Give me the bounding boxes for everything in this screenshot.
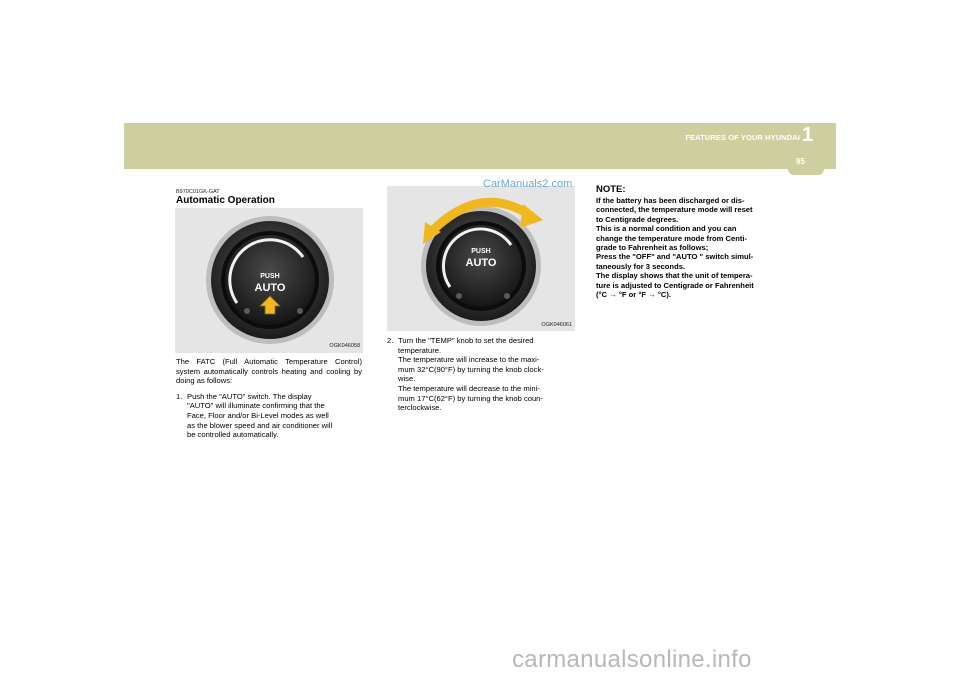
step-1-text [187, 392, 362, 440]
section-title: FEATURES OF YOUR HYUNDAI [685, 133, 800, 142]
auto-knob-illustration [175, 208, 363, 353]
step-2-line: wise. [398, 374, 416, 384]
step-1 [176, 392, 362, 440]
step-1-line: Face, Floor and/or Bi-Level modes as well [187, 410, 329, 420]
note-line: If the battery has been discharged or dis- [596, 196, 745, 205]
step-1-line: be controlled automatically. [187, 430, 279, 440]
step-2-line: terclockwise. [398, 403, 442, 413]
header-band [124, 123, 836, 169]
step-2-line: Turn the "TEMP" knob to set the desired [398, 336, 534, 345]
note-line: change the temperature mode from Centi- [596, 233, 748, 243]
figure-code: OGK046061 [541, 322, 572, 328]
step-1-line: Push the "AUTO" switch. The display [187, 391, 312, 401]
step-1-line: as the blower speed and air conditioner will [187, 420, 333, 430]
page-number: 95 [796, 157, 805, 166]
section-code: B970C01GK-GAT [176, 189, 220, 195]
note-line: This is a normal condition and you can [596, 224, 737, 234]
knob-auto-label: AUTO [254, 282, 286, 294]
section-heading: Automatic Operation [176, 195, 275, 206]
note-block [596, 184, 786, 299]
middle-body-text [387, 336, 574, 413]
step-2 [387, 336, 574, 413]
step-2-line: temperature. [398, 345, 442, 355]
note-line: to Centigrade degrees. [596, 214, 679, 224]
knob-auto-label: AUTO [465, 257, 497, 269]
figure-auto-button [175, 208, 363, 353]
figure-temp-knob [387, 186, 575, 331]
figure-code: OGK046058 [329, 343, 360, 349]
watermark-link-top[interactable]: CarManuals2.com [483, 178, 573, 190]
note-line: taneously for 3 seconds. [596, 261, 686, 271]
note-body [596, 196, 786, 299]
note-line: (°C → °F or °F → °C). [596, 290, 671, 300]
intro-paragraph: The FATC (Full Automatic Temperature Control) system automatically controls heating and cooling by doing as follows: [176, 357, 362, 386]
step-1-line: "AUTO" will illuminate confirming that the [187, 401, 325, 411]
left-body-text [176, 357, 362, 440]
step-2-line: mum 17°C(62°F) by turning the knob coun- [398, 393, 543, 403]
step-1-number: 1. [176, 391, 183, 401]
step-2-text [398, 336, 574, 413]
step-2-line: mum 32°C(90°F) by turning the knob clock- [398, 364, 544, 374]
note-line: Press the "OFF" and "AUTO " switch simul- [596, 252, 754, 262]
note-line: grade to Fahrenheit as follows; [596, 243, 709, 253]
step-2-line: The temperature will decrease to the mini- [398, 383, 540, 393]
knob-push-label: PUSH [471, 248, 491, 255]
note-line: ture is adjusted to Centigrade or Fahrenheit [596, 280, 754, 290]
chapter-number: 1 [802, 124, 814, 146]
page-number-tab [788, 150, 824, 175]
step-2-line: The temperature will increase to the maxi- [398, 355, 540, 365]
watermark-link-bottom[interactable]: carmanualsonline.info [512, 646, 752, 673]
note-title: NOTE: [596, 184, 626, 195]
knob-push-label: PUSH [260, 273, 280, 280]
note-line: The display shows that the unit of tempera- [596, 271, 753, 281]
step-2-number: 2. [387, 336, 394, 345]
note-line: connected, the temperature mode will reset [596, 205, 753, 215]
temp-knob-illustration [387, 186, 575, 331]
